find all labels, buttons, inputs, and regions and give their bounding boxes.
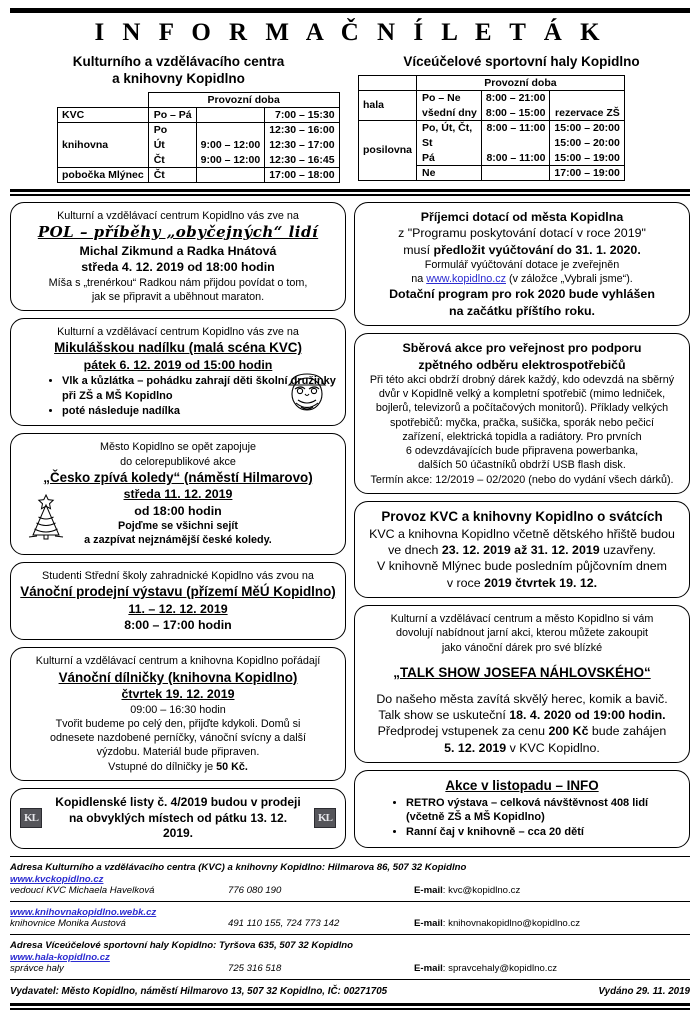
knihovna-contact-row xyxy=(10,918,690,929)
table-row xyxy=(58,167,340,182)
event-box-koledy xyxy=(10,433,346,554)
cell-time1 xyxy=(196,167,265,182)
talkshow-line5-pre: Talk show se uskuteční xyxy=(378,707,510,722)
row-label: knihovna xyxy=(58,122,149,167)
list-item: • Ranní čaj v knihovně – cca 20 dětí xyxy=(406,825,680,839)
event-box-dilnicky xyxy=(10,647,346,781)
dilnicky-intro: Kulturní a vzdělávací centrum a knihovna Kopidlno pořádají xyxy=(35,655,321,668)
cell-time2: rezervace ZŠ xyxy=(550,105,624,120)
event-box-vystava xyxy=(10,562,346,641)
right-table-header: Provozní doba xyxy=(417,75,625,90)
cell-time2: 7:00 – 15:30 xyxy=(265,107,339,122)
svatky-line5-date: 2019 čtvrtek 19. 12. xyxy=(484,575,598,590)
spacer-cell xyxy=(58,92,149,107)
dilnicky-date: čtvrtek 19. 12. 2019 xyxy=(121,687,235,702)
cell-day: Pá xyxy=(417,150,482,165)
dotace-line3-bold: předložit vyúčtování do 31. 1. 2020. xyxy=(433,242,641,257)
row-label: hala xyxy=(359,90,417,120)
issued-date: Vydáno 29. 11. 2019 xyxy=(598,985,690,997)
listy-line2: na obvyklých místech od pátku 13. 12. 2019. xyxy=(68,810,288,841)
kopidlenske-listy-logo-icon: KL xyxy=(20,808,42,828)
sberova-title-1: Sběrová akce pro veřejnost pro podporu xyxy=(402,341,642,356)
right-column xyxy=(354,202,690,849)
dotace-line5 xyxy=(364,272,680,286)
list-item: • Vlk a kůzlátka – pohádku zahrají děti školní družinky při ZŠ a MŠ Kopidlno xyxy=(62,374,336,403)
cell-time1: 9:00 – 12:00 xyxy=(196,137,265,152)
mikulas-intro: Kulturní a vzdělávací centrum Kopidlno vás zve na xyxy=(57,326,299,339)
cell-time2: 17:00 – 19:00 xyxy=(550,165,624,180)
table-row xyxy=(359,120,625,135)
sberova-body-4: spotřebičů: myčka, pračka, sušička, sporák nebo pečicí xyxy=(389,416,655,429)
cell-day: Po, Út, Čt, xyxy=(417,120,482,135)
table-row xyxy=(359,90,625,105)
svatky-line4: V knihovně Mlýnec bude posledním půjčovním dnem xyxy=(377,559,667,574)
dilnicky-desc-1: Tvořit budeme po celý den, přijďte kdykoli. Domů si xyxy=(55,717,301,730)
listy-row xyxy=(20,795,336,842)
footer-rule-3 xyxy=(10,979,690,980)
cell-time1 xyxy=(481,135,550,150)
cell-day: Po – Pá xyxy=(148,107,196,122)
body-columns xyxy=(10,202,690,849)
footer-rule-1 xyxy=(10,901,690,902)
vystava-time: 8:00 – 17:00 hodin xyxy=(124,618,232,632)
christmas-tree-icon xyxy=(23,489,69,545)
talkshow-line3: jako vánoční dárek pro své blízké xyxy=(441,641,603,654)
cell-time1: 8:00 – 11:00 xyxy=(481,120,550,135)
bottom-rule xyxy=(10,1003,690,1010)
cell-day: Ne xyxy=(417,165,482,180)
listopad-bullets xyxy=(364,796,680,840)
koledy-line2: do celorepublikové akce xyxy=(120,455,236,468)
kvc-address: Adresa Kulturního a vzdělávacího centra (KVC) a knihovny Kopidlno: Hilmarova 86, 507 32 Kopidlno xyxy=(10,861,467,873)
cell-day: Út xyxy=(148,137,196,152)
kvc-email-label: E-mail xyxy=(414,884,443,896)
cell-time2: 12:30 – 16:00 xyxy=(265,122,339,137)
vystava-title: Vánoční prodejní výstavu (přízemí MěÚ Kopidlno) xyxy=(20,583,336,599)
info-box-listopad xyxy=(354,770,690,848)
knihovna-website-link[interactable]: www.knihovnakopidlno.webk.cz xyxy=(10,906,157,918)
publisher-row xyxy=(10,986,690,997)
info-box-dotace xyxy=(354,202,690,326)
row-label: pobočka Mlýnec xyxy=(58,167,149,182)
talkshow-datetime: 18. 4. 2020 od 19:00 hodin. xyxy=(509,707,666,722)
flyer-page xyxy=(0,8,700,1010)
dotace-line3 xyxy=(364,242,680,258)
hala-contact-person: správce haly xyxy=(10,962,64,974)
knihovna-contact-person: knihovnice Monika Austová xyxy=(10,917,126,929)
dotace-line5-post: (v záložce „Vybrali jsme“). xyxy=(506,273,633,286)
cell-time2: 17:00 – 18:00 xyxy=(265,167,339,182)
footer-knihovna xyxy=(10,907,690,929)
dilnicky-time: 09:00 – 16:30 hodin xyxy=(130,703,226,716)
talkshow-line6-post: bude zahájen xyxy=(588,724,667,739)
dotace-line6: Dotační program pro rok 2020 bude vyhlášen xyxy=(389,287,655,302)
sberova-title-2: zpětného odběru elektrospotřebičů xyxy=(418,357,626,372)
listy-text xyxy=(54,795,302,842)
knihovna-email-label: E-mail xyxy=(414,917,443,929)
right-subtitle: Víceúčelové sportovní haly Kopidlno xyxy=(403,54,640,69)
svatky-line2: KVC a knihovna Kopidlno včetně dětského hřiště budou xyxy=(369,526,675,541)
header-right xyxy=(353,54,690,181)
sberova-body-7: dalších 50 účastníků obdrží USB flash disk. xyxy=(418,459,626,472)
list-item: • RETRO výstava – celková návštěvnost 408 lidí (včetně ZŠ a MŠ Kopidlno) xyxy=(406,796,680,825)
svatky-title: Provoz KVC a knihovny Kopidlno o svátcích xyxy=(381,508,663,524)
dilnicky-desc-2: odnesete nazdobené perníčky, vánoční svícny a další xyxy=(49,732,307,745)
publisher-info: Vydavatel: Město Kopidlno, náměstí Hilmarovo 13, 507 32 Kopidlno, IČ: 00271705 xyxy=(10,985,388,997)
talkshow-line7 xyxy=(364,740,680,756)
sberova-body-2: dvůr v Kopidlně velký a kompletní spotřebič (mimo ledniček, xyxy=(378,388,666,401)
cell-time2: 15:00 – 20:00 xyxy=(550,120,624,135)
kvc-email-wrap: E-mail: kvc@kopidlno.cz xyxy=(414,884,521,896)
kvc-website-link[interactable]: www.kvckopidlno.cz xyxy=(10,873,104,885)
talkshow-line1: Kulturní a vzdělávací centrum a město Kopidlno si vám xyxy=(390,613,654,626)
kvc-email[interactable]: kvc@kopidlno.cz xyxy=(448,884,521,896)
hala-address: Adresa Víceúčelové sportovní haly Kopidlno: Tyršova 635, 507 32 Kopidlno xyxy=(10,939,353,951)
cell-day: St xyxy=(417,135,482,150)
hala-contact-row xyxy=(10,963,690,974)
talkshow-line6 xyxy=(364,723,680,739)
left-column xyxy=(10,202,346,849)
header-left xyxy=(10,54,347,183)
talkshow-line4: Do našeho města zavítá skvělý herec, komik a bavič. xyxy=(376,691,668,706)
dotace-line2: z "Programu poskytování dotací v roce 2019" xyxy=(398,226,646,241)
cell-day: Čt xyxy=(148,152,196,167)
hala-hours-table xyxy=(358,75,625,181)
cell-time2: 15:00 – 20:00 xyxy=(550,135,624,150)
cell-time2: 12:30 – 17:00 xyxy=(265,137,339,152)
koledy-line1: Město Kopidlno se opět zapojuje xyxy=(99,441,257,454)
cell-day: všední dny xyxy=(417,105,482,120)
mikulas-datetime: pátek 6. 12. 2019 od 15:00 hodin xyxy=(83,357,273,372)
row-label: posilovna xyxy=(359,120,417,180)
pol-guests: Michal Zikmund a Radka Hnátová xyxy=(79,243,277,258)
info-box-talkshow xyxy=(354,605,690,763)
koledy-desc-2: a zazpívat nejznámější české koledy. xyxy=(84,534,272,547)
svatky-line3-pre: ve dnech xyxy=(388,542,442,557)
page-title: I N F O R M A Č N Í L E T Á K xyxy=(94,19,606,46)
hala-website-link[interactable]: www.hala-kopidlno.cz xyxy=(10,951,110,963)
hala-phone: 725 316 518 xyxy=(228,962,282,974)
cell-time1: 8:00 – 21:00 xyxy=(481,90,550,105)
sberova-body-8: Termín akce: 12/2019 – 02/2020 (nebo do vydání všech dárků). xyxy=(370,473,674,486)
dilnicky-title: Vánoční dílničky (knihovna Kopidlno) xyxy=(58,669,298,685)
talkshow-line7-post: v KVC Kopidlno. xyxy=(506,740,600,755)
koledy-time: od 18:00 hodin xyxy=(134,503,222,518)
kopidlno-website-link[interactable]: www.kopidlno.cz xyxy=(426,273,507,286)
listopad-title: Akce v listopadu – INFO xyxy=(445,778,599,793)
cell-day: Čt xyxy=(148,167,196,182)
vystava-intro: Studenti Střední školy zahradnické Kopidlno vás zvou na xyxy=(42,569,314,582)
table-row xyxy=(58,107,340,122)
cell-time1 xyxy=(481,165,550,180)
dotace-line5-pre: na xyxy=(411,273,427,286)
footer-top-rule xyxy=(10,856,690,857)
mikulas-title: Mikulášskou nadílku (malá scéna KVC) xyxy=(54,340,302,356)
talkshow-line2: dovolují nabídnout jarní akci, kterou můžete zakoupit xyxy=(395,627,649,640)
pol-desc-1: Míša s „trenérkou“ Radkou nám přijdou povídat o tom, xyxy=(48,276,308,289)
svatky-line3-post: uzavřeny. xyxy=(599,542,656,557)
knihovna-email-wrap: E-mail: knihovnakopidlno@kopidlno.cz xyxy=(414,917,581,929)
kopidlenske-listy-logo-icon-2: KL xyxy=(314,808,336,828)
event-box-kopidlenske-listy xyxy=(10,788,346,849)
footer-hala xyxy=(10,940,690,974)
table-row xyxy=(359,75,625,90)
info-box-sberova-akce xyxy=(354,333,690,494)
top-rule xyxy=(10,8,690,13)
dotace-line4: Formulář vyúčtování dotace je zveřejněn xyxy=(424,258,620,271)
row-label: KVC xyxy=(58,107,149,122)
footer-kvc xyxy=(10,862,690,896)
sberova-body-6: 6 odevzdávajících bude připravena powerbanka, xyxy=(405,445,639,458)
cell-time1: 8:00 – 11:00 xyxy=(481,150,550,165)
event-box-mikulas xyxy=(10,318,346,426)
svatky-line5-pre: v roce xyxy=(446,575,485,590)
footer-rule-2 xyxy=(10,934,690,935)
header-bottom-rule xyxy=(10,189,690,196)
table-row xyxy=(58,92,340,107)
koledy-date: středa 11. 12. 2019 xyxy=(123,487,233,502)
talkshow-line6-pre: Předprodej vstupenek za cenu xyxy=(377,724,549,739)
knihovna-phone: 491 110 155, 724 773 142 xyxy=(228,917,340,929)
kvc-hours-table xyxy=(57,92,340,183)
event-box-pol xyxy=(10,202,346,311)
koledy-desc-1: Pojďme se všichni sejít xyxy=(118,520,238,533)
dilnicky-desc-3: výzdobu. Materiál bude připraven. xyxy=(96,746,260,759)
cell-time1 xyxy=(196,122,265,137)
kvc-contact-row xyxy=(10,885,690,896)
left-table-header: Provozní doba xyxy=(148,92,339,107)
hala-email[interactable]: spravcehaly@kopidlno.cz xyxy=(448,962,558,974)
dilnicky-price-pre: Vstupné do dílničky je xyxy=(108,760,217,773)
talkshow-price: 200 Kč xyxy=(548,724,589,739)
list-item: • poté následuje nadílka xyxy=(62,404,336,418)
knihovna-email[interactable]: knihovnakopidlno@kopidlno.cz xyxy=(448,917,581,929)
cell-time2 xyxy=(550,90,624,105)
info-box-svatky xyxy=(354,501,690,598)
hala-email-wrap: E-mail: spravcehaly@kopidlno.cz xyxy=(414,962,558,974)
svatky-line3-dates: 23. 12. 2019 až 31. 12. 2019 xyxy=(441,542,600,557)
listy-line1: Kopidlenské listy č. 4/2019 budou v prodeji xyxy=(55,794,301,809)
cell-day: Po xyxy=(148,122,196,137)
cell-time1: 9:00 – 12:00 xyxy=(196,152,265,167)
pol-title: POL – příběhy „obyčejných“ lidí xyxy=(37,223,319,241)
sberova-body-1: Při této akci obdrží drobný dárek každý, kdo odevzdá na sběrný xyxy=(369,373,675,386)
table-row xyxy=(58,122,340,137)
cell-time2: 12:30 – 16:45 xyxy=(265,152,339,167)
cell-time1 xyxy=(196,107,265,122)
sberova-body-5: zařízení, elektrická topidla a radiátory. Pro prvních xyxy=(402,430,642,443)
cell-time2: 15:00 – 19:00 xyxy=(550,150,624,165)
kvc-phone: 776 080 190 xyxy=(228,884,282,896)
dotace-line7: na začátku příštího roku. xyxy=(449,303,595,318)
cell-time1: 8:00 – 15:00 xyxy=(481,105,550,120)
left-subtitle xyxy=(10,54,347,88)
talkshow-line5 xyxy=(364,707,680,723)
dotace-line3-pre: musí xyxy=(403,242,434,257)
footer xyxy=(10,856,690,1010)
vystava-date: 11. – 12. 12. 2019 xyxy=(128,601,228,616)
spacer-cell xyxy=(359,75,417,90)
cell-day: Po – Ne xyxy=(417,90,482,105)
hala-email-label: E-mail xyxy=(414,962,443,974)
kvc-contact-person: vedoucí KVC Michaela Havelková xyxy=(10,884,155,896)
dilnicky-price: 50 Kč. xyxy=(216,760,248,773)
talkshow-presale-date: 5. 12. 2019 xyxy=(444,740,507,755)
pol-desc-2: jak se připravit a uběhnout maraton. xyxy=(91,290,265,303)
koledy-title: „Česko zpívá koledy“ (náměstí Hilmarovo) xyxy=(43,469,313,485)
sberova-body-3: bojlerů, televizorů a počítačových monitorů). Příklady velkých xyxy=(375,402,669,415)
header-columns xyxy=(10,54,690,183)
pol-intro: Kulturní a vzdělávací centrum Kopidlno vás zve na xyxy=(57,209,299,222)
dotace-title: Příjemci dotací od města Kopidlna xyxy=(420,209,624,224)
left-subtitle-line1: Kulturního a vzdělávacího centra xyxy=(72,54,285,69)
left-subtitle-line2: a knihovny Kopidlno xyxy=(112,70,245,86)
dilnicky-price-line xyxy=(20,760,336,774)
svatky-line3 xyxy=(364,542,680,558)
pol-datetime: středa 4. 12. 2019 od 18:00 hodin xyxy=(81,260,275,275)
talkshow-title: „TALK SHOW JOSEFA NÁHLOVSKÉHO“ xyxy=(393,664,651,680)
santa-icon xyxy=(281,363,333,419)
svatky-line5 xyxy=(364,575,680,591)
